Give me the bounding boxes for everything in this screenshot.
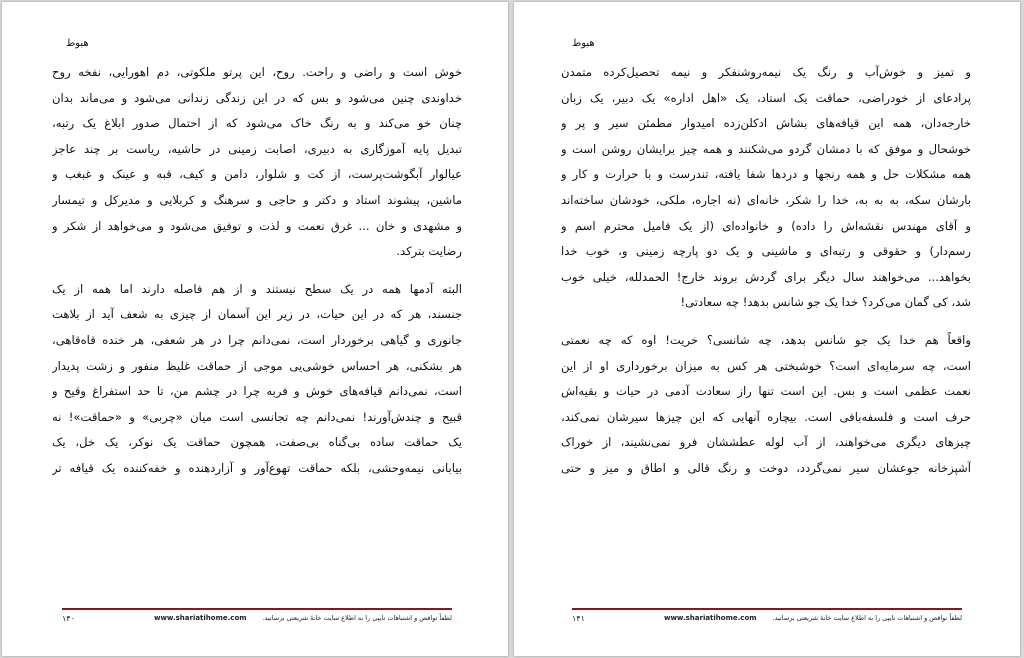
- text-line: حرف است و فلسفه‌بافی است. بیچاره آنهایی که این چیزها سیرشان نمی‌کند،: [561, 409, 971, 424]
- text-line: ماشین، پیشوند استاد و دکتر و حاجی و سرهنگ و کربلایی و مدیرکل و تیمسار: [52, 192, 462, 207]
- text-line: است، نمی‌دانم قیافه‌های خوش و فربه چرا در چشم من، تا حد استفراغ وقیح و: [52, 384, 462, 399]
- site-link[interactable]: www.shariatihome.com: [664, 614, 757, 622]
- text-line: بیابانی نیمه‌وحشی، بلکه حماقت تهوع‌آور و آزاردهنده و خفه‌کننده یک قیافه تر: [52, 460, 462, 475]
- paragraph: [52, 60, 462, 265]
- text-line: خارجه‌دان، همه این قیافه‌های بشاش ادکلن‌زده امیدوار مطمئن سیر و پر و: [561, 116, 971, 131]
- text-line: جانوری و گیاهی برخوردار است، نمی‌دانم چرا در هر شعفی، هر خنده قاه‌قاهی،: [52, 332, 462, 347]
- text-line: رسم‌دار) و حقوقی و رتبه‌ای و ماشینی و یک دو پارچه زمینی و، خوب خدا: [561, 244, 971, 259]
- text-line: تبدیل پایه آموزگاری به دبیری، اصابت زمینی در حاشیه، ریاست بر چند عاجز: [52, 141, 462, 156]
- text-line: و مشهدی و خان ... غرق نعمت و لذت و توفیق می‌شود و می‌خواهد از شکر و: [52, 218, 462, 233]
- footer-rule: [62, 608, 452, 610]
- paragraph: [52, 277, 462, 482]
- text-line: بارشان سکه، به به به، خدا را شکر، خانه‌ای (نه اجاره، ملکی، خودشان ساخته‌اند: [561, 192, 971, 207]
- footer-note: لطفاً نواقص و اشتباهات تایپی را به اطلاع سایت خانهٔ شریعتی برسانید.: [262, 614, 452, 622]
- page-footer: [62, 614, 452, 628]
- right-page: [514, 2, 1020, 656]
- running-head: هبوط: [572, 38, 595, 49]
- page-number: ۱۴۰: [62, 614, 75, 623]
- running-head: هبوط: [66, 38, 89, 49]
- text-line: آشپزخانه جوعشان سیر نمی‌گردد، دوخت و رنگ قالی و اطاق و میز و حتی: [561, 460, 971, 475]
- text-line: عیالوار آبگوشت‌پرست، از کت و شلوار، دامن و کیف، قبه و عینک و غبغب و: [52, 167, 462, 182]
- text-line: رضایت بترکد.: [396, 244, 462, 259]
- text-line: است، چه سرمایه‌ای است؟ خوشبختی هر کس به میزان برخورداری او از این: [561, 358, 971, 373]
- paragraph: [561, 328, 971, 482]
- text-line: قبیح و چندش‌آورند! نمی‌دانم چه تجانسی است میان «چربی» و «حماقت»! نه: [52, 409, 462, 424]
- text-line: و آقای مهندس نقشه‌اش را داده) و خانواده‌ای (از یک فامیل محترم اسم و: [561, 218, 971, 233]
- text-line: خوش است و راضی و راحت. روح، این پرتو ملکوتی، دم اهورایی، نفخه روح: [52, 65, 462, 79]
- text-line: واقعاً هم خدا یک جو شانس بدهد، چه شانسی؟ خریت! اوه که چه نعمتی: [561, 332, 971, 347]
- text-line: خداوندی چنین می‌شود و بس که در این زندگی زندانی می‌شود و می‌ماند بدان: [52, 90, 462, 105]
- text-line: هر بشکنی، هر احساس خوشی‌یی موجی از حماقت غلیظ منفور و زشت پدیدار: [52, 358, 462, 373]
- text-line: پرادعای از خودراضی، حماقت یک استاد، یک «اهل اداره» یک دبیر، یک زبان: [561, 90, 971, 105]
- body-text: [561, 60, 971, 482]
- body-text: [52, 60, 462, 482]
- text-line: بخواهد... می‌خواهند سال دیگر برای گردش بروند خارج! الحمدلله، خیلی خوب: [561, 269, 971, 284]
- footer-rule: [572, 608, 962, 610]
- paragraph: [561, 60, 971, 316]
- text-line: البته آدمها همه در یک سطح نیستند و از هم فاصله دارند اما همه از یک: [52, 281, 462, 296]
- site-link[interactable]: www.shariatihome.com: [154, 614, 247, 622]
- text-line: همه مشکلات حل و همه رنجها و دردها شفا یافته، تندرست و با حرارت و کار و: [561, 167, 971, 182]
- footer-note: لطفاً نواقص و اشتباهات تایپی را به اطلاع سایت خانهٔ شریعتی برسانید.: [772, 614, 962, 622]
- text-line: نعمت عظمی است و بس. این است تنها راز سعادت آدمی در حیات و بقیه‌اش: [561, 384, 971, 399]
- text-line: چیزهای دیگری می‌خواهند، از آب لوله عطششان فرو نمی‌نشیند، از خوراک: [561, 435, 971, 450]
- text-line: خوشحال و موفق که با دمشان گردو می‌شکنند و همه چیز برایشان روشن است و: [561, 141, 971, 156]
- text-line: شد، کی گمان می‌کرد؟ خدا یک جو شانس بدهد! چه سعادتی!: [680, 295, 971, 310]
- text-line: و تمیز و خوش‌آب و رنگ یک نیمه‌روشنفکر و نیمه تحصیل‌کرده متمدن: [561, 65, 971, 79]
- page-footer: [572, 614, 962, 628]
- left-page: [2, 2, 508, 656]
- text-line: چنان خو می‌کند و به رنگ خاک می‌شود که از احتمال صدور ابلاغ یک رتبه،: [52, 116, 462, 131]
- text-line: جنسند، هر که در این حیات، در زیر این آسمان از چیزی به شعف آید از بلاهت: [52, 307, 462, 322]
- text-line: یک حماقت ساده بی‌گناه بی‌صفت، همچون حماقت یک نوکر، یک خل، یک: [52, 435, 462, 450]
- page-number: ۱۴۱: [572, 614, 585, 623]
